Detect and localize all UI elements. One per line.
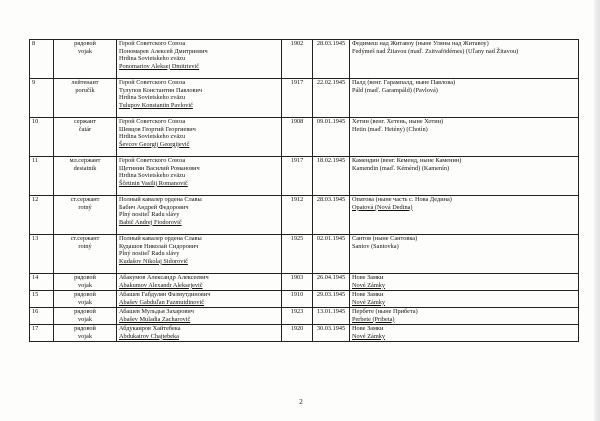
rank-cell — [54, 157, 117, 196]
place-sk: Opatová (Nová Dedina) — [352, 203, 413, 211]
place-ru: Пербете (ныне Прибета) — [352, 308, 418, 315]
rank-ru: мл.сержант — [69, 157, 101, 164]
name-cell — [117, 291, 282, 308]
birth-year: 1917 — [282, 157, 313, 196]
rank-ru: рядовой — [74, 274, 96, 281]
title-sk: Hrdina Sovietskeho zväzu — [119, 94, 186, 102]
row-number: 16 — [30, 308, 54, 325]
death-date: 30.03.1945 — [313, 325, 350, 342]
place-sk: Nové Zámky — [352, 332, 386, 340]
table-row — [30, 308, 579, 325]
title-sk: Hrdina Sovietskeho zväzu — [119, 133, 186, 141]
rank-cell — [54, 40, 117, 79]
title-sk: Hrdina Sovietskeho zväzu — [119, 55, 186, 63]
death-date: 13.01.1945 — [313, 308, 350, 325]
name-ru: Шевцов Георгий Георгиевич — [119, 125, 196, 133]
place-cell — [350, 308, 579, 325]
name-sk: Abašev Gabduľan Fazmutdinovič — [119, 298, 205, 306]
table-row — [30, 118, 579, 157]
title-ru: Герой Советского Союза — [119, 157, 186, 164]
rank-sk: poručík — [75, 86, 95, 94]
rank-cell — [54, 196, 117, 235]
rank-sk: vojak — [78, 315, 92, 323]
name-cell — [117, 196, 282, 235]
row-number: 13 — [30, 235, 54, 274]
birth-year: 1923 — [282, 308, 313, 325]
page-number: 2 — [299, 398, 303, 406]
rank-ru: рядовой — [74, 40, 96, 47]
rank-cell — [54, 235, 117, 274]
name-sk: Ščetinin Vasilij Romanovič — [119, 179, 188, 187]
place-ru: Камендин (венг. Кеменд, ныне Каменин) — [352, 157, 462, 164]
table-row — [30, 79, 579, 118]
name-cell — [117, 325, 282, 342]
name-ru: Абашев Мульдья Захарович — [119, 308, 194, 315]
death-date: 26.04.1945 — [313, 274, 350, 291]
place-ru: Федимеш над Житавоу (ныне Уляны над Житавоу) — [352, 40, 489, 47]
name-sk: Ponomariov Aleksej Dmitrievič — [119, 62, 200, 70]
row-number: 9 — [30, 79, 54, 118]
name-sk: Abdukairov Chajtebeka — [119, 332, 179, 340]
death-date: 18.02.1945 — [313, 157, 350, 196]
death-date: 02.01.1945 — [313, 235, 350, 274]
scan-edge — [594, 0, 600, 421]
name-ru: Абдукаиров Хайтебека — [119, 325, 181, 332]
table-row — [30, 291, 579, 308]
name-cell — [117, 118, 282, 157]
place-cell — [350, 79, 579, 118]
rank-ru: сержант — [73, 118, 97, 125]
title-sk: Plný nositeľ Radu slávy — [119, 250, 180, 258]
death-date: 28.03.1945 — [313, 196, 350, 235]
name-sk: Ševcov Georgij Georgijevič — [119, 140, 190, 148]
name-ru: Щетинин Василий Романович — [119, 164, 200, 172]
title-ru: Герой Советского Союза — [119, 40, 186, 47]
place-cell — [350, 157, 579, 196]
name-sk: Abašev Muladia Zacharovič — [119, 315, 191, 323]
birth-year: 1908 — [282, 118, 313, 157]
title-ru: Полный кавалер ордена Славы — [119, 235, 202, 242]
name-ru: Абакумов Александр Алексеевич — [119, 274, 209, 281]
rank-ru: ст.сержант — [70, 196, 100, 203]
place-sk: Nové Zámky — [352, 281, 386, 289]
row-number: 10 — [30, 118, 54, 157]
place-cell — [350, 235, 579, 274]
rank-sk: vojak — [78, 281, 92, 289]
place-ru: Нове Замки — [352, 325, 384, 332]
rank-cell — [54, 79, 117, 118]
table-row — [30, 157, 579, 196]
rank-cell — [54, 291, 117, 308]
rank-sk: vojak — [78, 332, 92, 340]
place-sk: Nové Zámky — [352, 298, 386, 306]
row-number: 17 — [30, 325, 54, 342]
name-cell — [117, 157, 282, 196]
place-ru: Нове Замки — [352, 274, 384, 281]
name-cell — [117, 308, 282, 325]
name-ru: Тулупов Константин Павлович — [119, 86, 203, 94]
rank-cell — [54, 118, 117, 157]
row-number: 15 — [30, 291, 54, 308]
birth-year: 1912 — [282, 196, 313, 235]
rank-sk: vojak — [78, 298, 92, 306]
title-ru: Герой Советского Союза — [119, 79, 186, 86]
name-ru: Бабич Андрей Федорович — [119, 203, 189, 211]
title-ru: Герой Советского Союза — [119, 118, 186, 125]
place-sk: Páld (maď. Garampáld) (Pavlová) — [352, 86, 438, 94]
table-row — [30, 235, 579, 274]
name-sk: Abakumov Alexandr Aleksejevič — [119, 281, 203, 289]
place-sk: Santov (Santovka) — [352, 242, 399, 250]
name-cell — [117, 274, 282, 291]
burial-registry-table — [29, 39, 579, 342]
place-ru: Сантов (ныне Сантовка) — [352, 235, 418, 242]
place-ru: Нове Замки — [352, 291, 384, 298]
place-cell — [350, 196, 579, 235]
birth-year: 1925 — [282, 235, 313, 274]
place-sk: Hetin (maď. Hetény) (Chotín) — [352, 125, 428, 133]
rank-sk: rotný — [78, 242, 92, 250]
name-ru: Абашев Габдулян Фазмутдинович — [119, 291, 211, 298]
row-number: 8 — [30, 40, 54, 79]
name-ru: Кудашов Николай Сидорович — [119, 242, 199, 250]
death-date: 22.02.1945 — [313, 79, 350, 118]
name-sk: Tulupov Konstantin Pavlovič — [119, 101, 193, 109]
rank-sk: čatár — [78, 125, 92, 133]
place-ru: Палд (венг. Гарампалд, ныне Павлова) — [352, 79, 456, 86]
name-sk: Babič Andrej Fiodorovič — [119, 218, 182, 226]
place-sk: Perbete (Pribeta) — [352, 315, 395, 323]
birth-year: 1920 — [282, 325, 313, 342]
name-cell — [117, 235, 282, 274]
title-ru: Полный кавалер ордена Славы — [119, 196, 202, 203]
place-cell — [350, 325, 579, 342]
rank-cell — [54, 274, 117, 291]
rank-ru: рядовой — [74, 308, 96, 315]
row-number: 14 — [30, 274, 54, 291]
table-row — [30, 40, 579, 79]
place-cell — [350, 40, 579, 79]
name-cell — [117, 40, 282, 79]
rank-ru: рядовой — [74, 325, 96, 332]
rank-cell — [54, 325, 117, 342]
rank-sk: desiatnik — [73, 164, 97, 172]
death-date: 09.01.1945 — [313, 118, 350, 157]
name-sk: Kudašov Nikolaj Sidorovič — [119, 257, 188, 265]
death-date: 29.03.1945 — [313, 291, 350, 308]
title-sk: Plný nositeľ Radu slávy — [119, 211, 180, 219]
table-row — [30, 196, 579, 235]
table-row — [30, 274, 579, 291]
rank-sk: vojak — [78, 47, 92, 55]
place-sk: Fedýmeš nad Žitavou (maď. Zsitvafödémes) (Uľany nad Žitavou) — [352, 47, 519, 55]
place-cell — [350, 118, 579, 157]
place-sk: Kamendin (maď. Kéménd) (Kamenín) — [352, 164, 450, 172]
place-cell — [350, 291, 579, 308]
birth-year: 1903 — [282, 274, 313, 291]
name-ru: Пономарев Алексей Дмитриевич — [119, 47, 208, 55]
birth-year: 1917 — [282, 79, 313, 118]
place-ru: Хетин (венг. Хетень, ныне Хотин) — [352, 118, 444, 125]
row-number: 11 — [30, 157, 54, 196]
rank-ru: лейтенант — [71, 79, 99, 86]
title-sk: Hrdina Sovietskeho zväzu — [119, 172, 186, 180]
rank-ru: рядовой — [74, 291, 96, 298]
name-cell — [117, 79, 282, 118]
birth-year: 1910 — [282, 291, 313, 308]
row-number: 12 — [30, 196, 54, 235]
death-date: 28.03.1945 — [313, 40, 350, 79]
birth-year: 1902 — [282, 40, 313, 79]
rank-cell — [54, 308, 117, 325]
place-cell — [350, 274, 579, 291]
rank-ru: ст.сержант — [70, 235, 100, 242]
table-row — [30, 325, 579, 342]
rank-sk: rotný — [78, 203, 92, 211]
place-ru: Опатова (ныне часть с. Нова Дедина) — [352, 196, 452, 203]
